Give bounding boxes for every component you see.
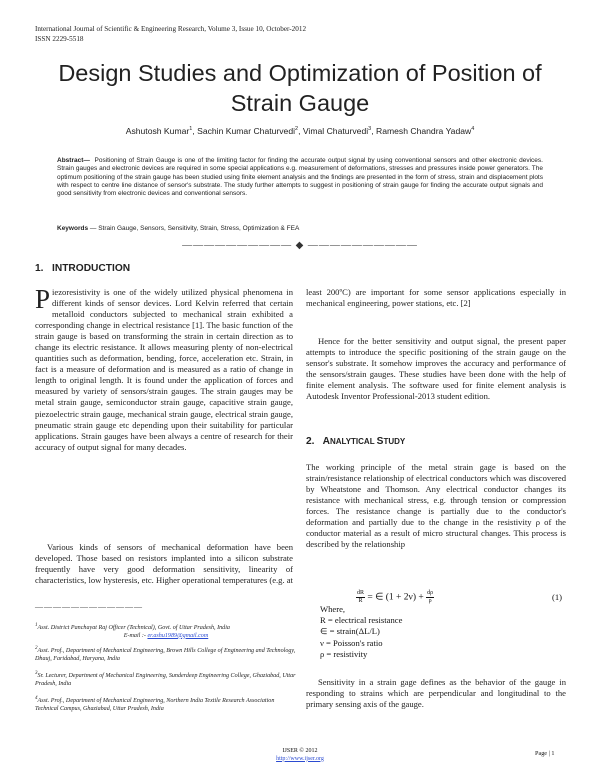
footnote-text: Sr. Lecturer, Department of Mechanical Engineering, Sunderdeep Engineering College, Ghaziabad, Uttar Pradesh, India [35, 673, 296, 687]
analytical-p1-text: The working principle of the metal strain gage is based on the strain/resistance relationship of electrical conductors which was discovered by Wheatstone and Thomson. Any electrical conductor changes its resistance with mechanical stress, e.g. through tension or compression forces. The resistance change is partially due to the conductor's deformation and partially due to the change in the resistivity ρ of the conductor material as a result of micro structural changes. This process is described by the relationship [306, 462, 566, 550]
section-divider: —————————— ◆ —————————— [182, 240, 418, 251]
keywords-text: — Strain Gauge, Sensors, Sensitivity, Strain, Stress, Optimization & FEA [89, 225, 300, 232]
author-affil-mark: 3 [368, 126, 372, 133]
footnote-3 [35, 670, 297, 688]
footnote-email-line [35, 633, 297, 641]
page-footer [0, 748, 600, 763]
frac-denominator: R [358, 598, 363, 604]
intro-p3-text: least 200ºC) are important for some sensor applications especially in mechanical engineering, power stations, etc. [2] [306, 287, 566, 309]
title-smallcaps-2: TUDY [383, 437, 406, 446]
footnote-mark: 1 [35, 622, 38, 628]
abstract-label: Abstract [57, 157, 84, 164]
equation-1 [356, 590, 434, 605]
footnote-4 [35, 695, 297, 713]
footnote-mark: 3 [35, 670, 38, 676]
author-list: Ashutosh Kumar$^1$, Sachin Kumar Chaturvedi$^2$, Vimal Chaturvedi$^3$, Ramesh Chandra Yadaw$^4$ [125, 126, 475, 136]
paper-title: Design Studies and Optimization of Position of Strain Gauge [58, 60, 542, 116]
author-affil-mark: 1 [189, 126, 193, 133]
frac-denominator: ρ [428, 598, 432, 604]
intro-paragraph-4 [306, 336, 566, 402]
journal-header [35, 25, 306, 44]
section-number: 1. [35, 263, 44, 274]
equation-middle: = ∈ (1 + 2ν) + [367, 592, 424, 603]
section-number: 2. [306, 436, 315, 447]
author-name: Ashutosh Kumar [125, 126, 190, 136]
keywords-label: Keywords [57, 225, 89, 232]
intro-paragraph-2 [35, 542, 293, 586]
title-smallcaps-1: NALYTICAL [329, 437, 377, 446]
where-label: Where, [320, 604, 346, 614]
section-title [323, 436, 406, 447]
drop-cap: P [35, 284, 51, 314]
title-cap-s: S [376, 436, 384, 447]
email-label: E-mail :- [123, 632, 148, 639]
page-number: Page | 1 [535, 750, 555, 757]
footnote-text: Asst. Prof., Department of Mechanical Engineering, Northern India Textile Research Association Technical Campus, Ghaziabad, Uttar Pradesh, India [35, 698, 275, 712]
footnote-text: Asst. Prof., Department of Mechanical Engineering, Brown Hills College of Engineering and Technology, Dhauj, Faridabad, Haryana, India [35, 648, 296, 662]
section-heading-analytical-study [306, 436, 405, 447]
definition-item: R = electrical resistance [320, 615, 403, 626]
analytical-p2-text: Sensitivity in a strain gage defines as the behavior of the gauge in responding to strains which are perpendicular and longitudinal to the primary sensing axis of the gauge. [306, 677, 566, 710]
footnote-mark: 4 [35, 695, 38, 701]
keywords [57, 225, 543, 232]
fraction-drho-rho [426, 590, 434, 605]
section-title: INTRODUCTION [52, 263, 131, 274]
footnote-text: Asst. District Panchayat Raj Officer (Technical), Govt. of Uttar Pradesh, India [37, 625, 230, 632]
intro-p4-text: Hence for the better sensitivity and output signal, the present paper attempts to introduce the specific positioning of the strain gauge on the sensor's substrate. It somehow improves the accuracy and performance of the sensors/strain gauges. These studies have been done with the help of finite element analysis. The software used for finite element analysis is Autodesk Inventor Professional-2013 student edition. [306, 336, 566, 402]
definition-item: ∈ = strain(ΔL/L) [320, 626, 380, 637]
frac-numerator: dR [357, 590, 365, 596]
frac-numerator: dρ [427, 590, 434, 596]
footnote-1 [35, 622, 297, 640]
intro-p1-text: iezoresistivity is one of the widely utilized physical phenomena in different kinds of sensor devices. Lord Kelvin referred that certain metalloid conductors subjected to mechanical strain exhibited a corresponding change in electrical resistance [1]. The basic function of the strain gauge is based on transforming the strain in certain direction as to change its electric resistance. It allows measuring plenty of non-electrical quantities such as deformation, bending, force, acceleration etc. Strain, in fact is a measure of deformation and is measured as a ratio of change in length to original length. It is found under the application of forces and measured by variety of sensors/strain gauges. The strain gauges may be metal strain gauge, semiconductor strain gauge, capacitive strain gauge, piezoelectric strain gauge, mechanical strain gauge, electrical strain gauge, pneumatic strain gauge etc depending upon their suitability for particular applications. Strain gauges have been always a centre of research for their accuracy of output signal for many decades. [35, 287, 293, 452]
fraction-dr-r [356, 590, 365, 605]
author-affil-mark: 4 [471, 126, 475, 133]
section-heading-introduction [35, 263, 130, 274]
footnote-2 [35, 645, 297, 663]
variable-definitions [320, 604, 402, 660]
intro-p2-text: Various kinds of sensors of mechanical deformation have been developed. Those based on resistors implanted into a silicon substrate frequently have very good deformation sensitivity, linearity of characteristics, low hysteresis, etc. Higher operational temperatures (e.g. at [35, 542, 293, 586]
footnote-mark: 2 [35, 645, 38, 651]
intro-paragraph-1 [35, 284, 293, 453]
author-name: Sachin Kumar Chaturvedi [197, 126, 296, 136]
abstract [57, 157, 543, 198]
definition-item: ρ = resistivity [320, 648, 368, 659]
definition-item: ν = Poisson's ratio [320, 637, 383, 648]
email-link[interactable]: er.ashu1989@gmail.com [147, 632, 209, 639]
footer-url-link[interactable]: http://www.ijser.org [276, 755, 324, 762]
abstract-dash: — [83, 157, 90, 164]
analytical-paragraph-2 [306, 677, 566, 710]
equation-number: (1) [552, 592, 563, 602]
footnote-rule: ———————————— [35, 602, 143, 611]
footer-copyright: IJSER © 2012 [282, 748, 318, 754]
author-name: Vimal Chaturvedi [302, 126, 369, 136]
journal-info: International Journal of Scientific & Engineering Research, Volume 3, Issue 10, October-2012 [35, 25, 307, 33]
author-affil-mark: 2 [295, 126, 299, 133]
abstract-text: Positioning of Strain Gauge is one of the limiting factor for finding the accurate output signal by using conventional sensors and other electronic devices. Strain gauges and electronic devices are required in some special applications e.g. measurement of deformations, stresses and pressures inside power generators. The optimum positioning of the strain gauge has been studied using finite element analysis and the findings are presented in the form of stress, strain and displacement plots with respect to centre line distance of sensor's substrate. The study further attempts to suggest in positioning of strain gauge for finding the accurate output signals and good sensitivity from electronic devices and conventional sensors. [57, 157, 543, 198]
author-name: Ramesh Chandra Yadaw [375, 126, 472, 136]
title-cap-a: A [322, 436, 330, 447]
analytical-paragraph-1 [306, 462, 566, 550]
issn: ISSN 2229-5518 [35, 34, 84, 43]
intro-paragraph-3 [306, 287, 566, 309]
